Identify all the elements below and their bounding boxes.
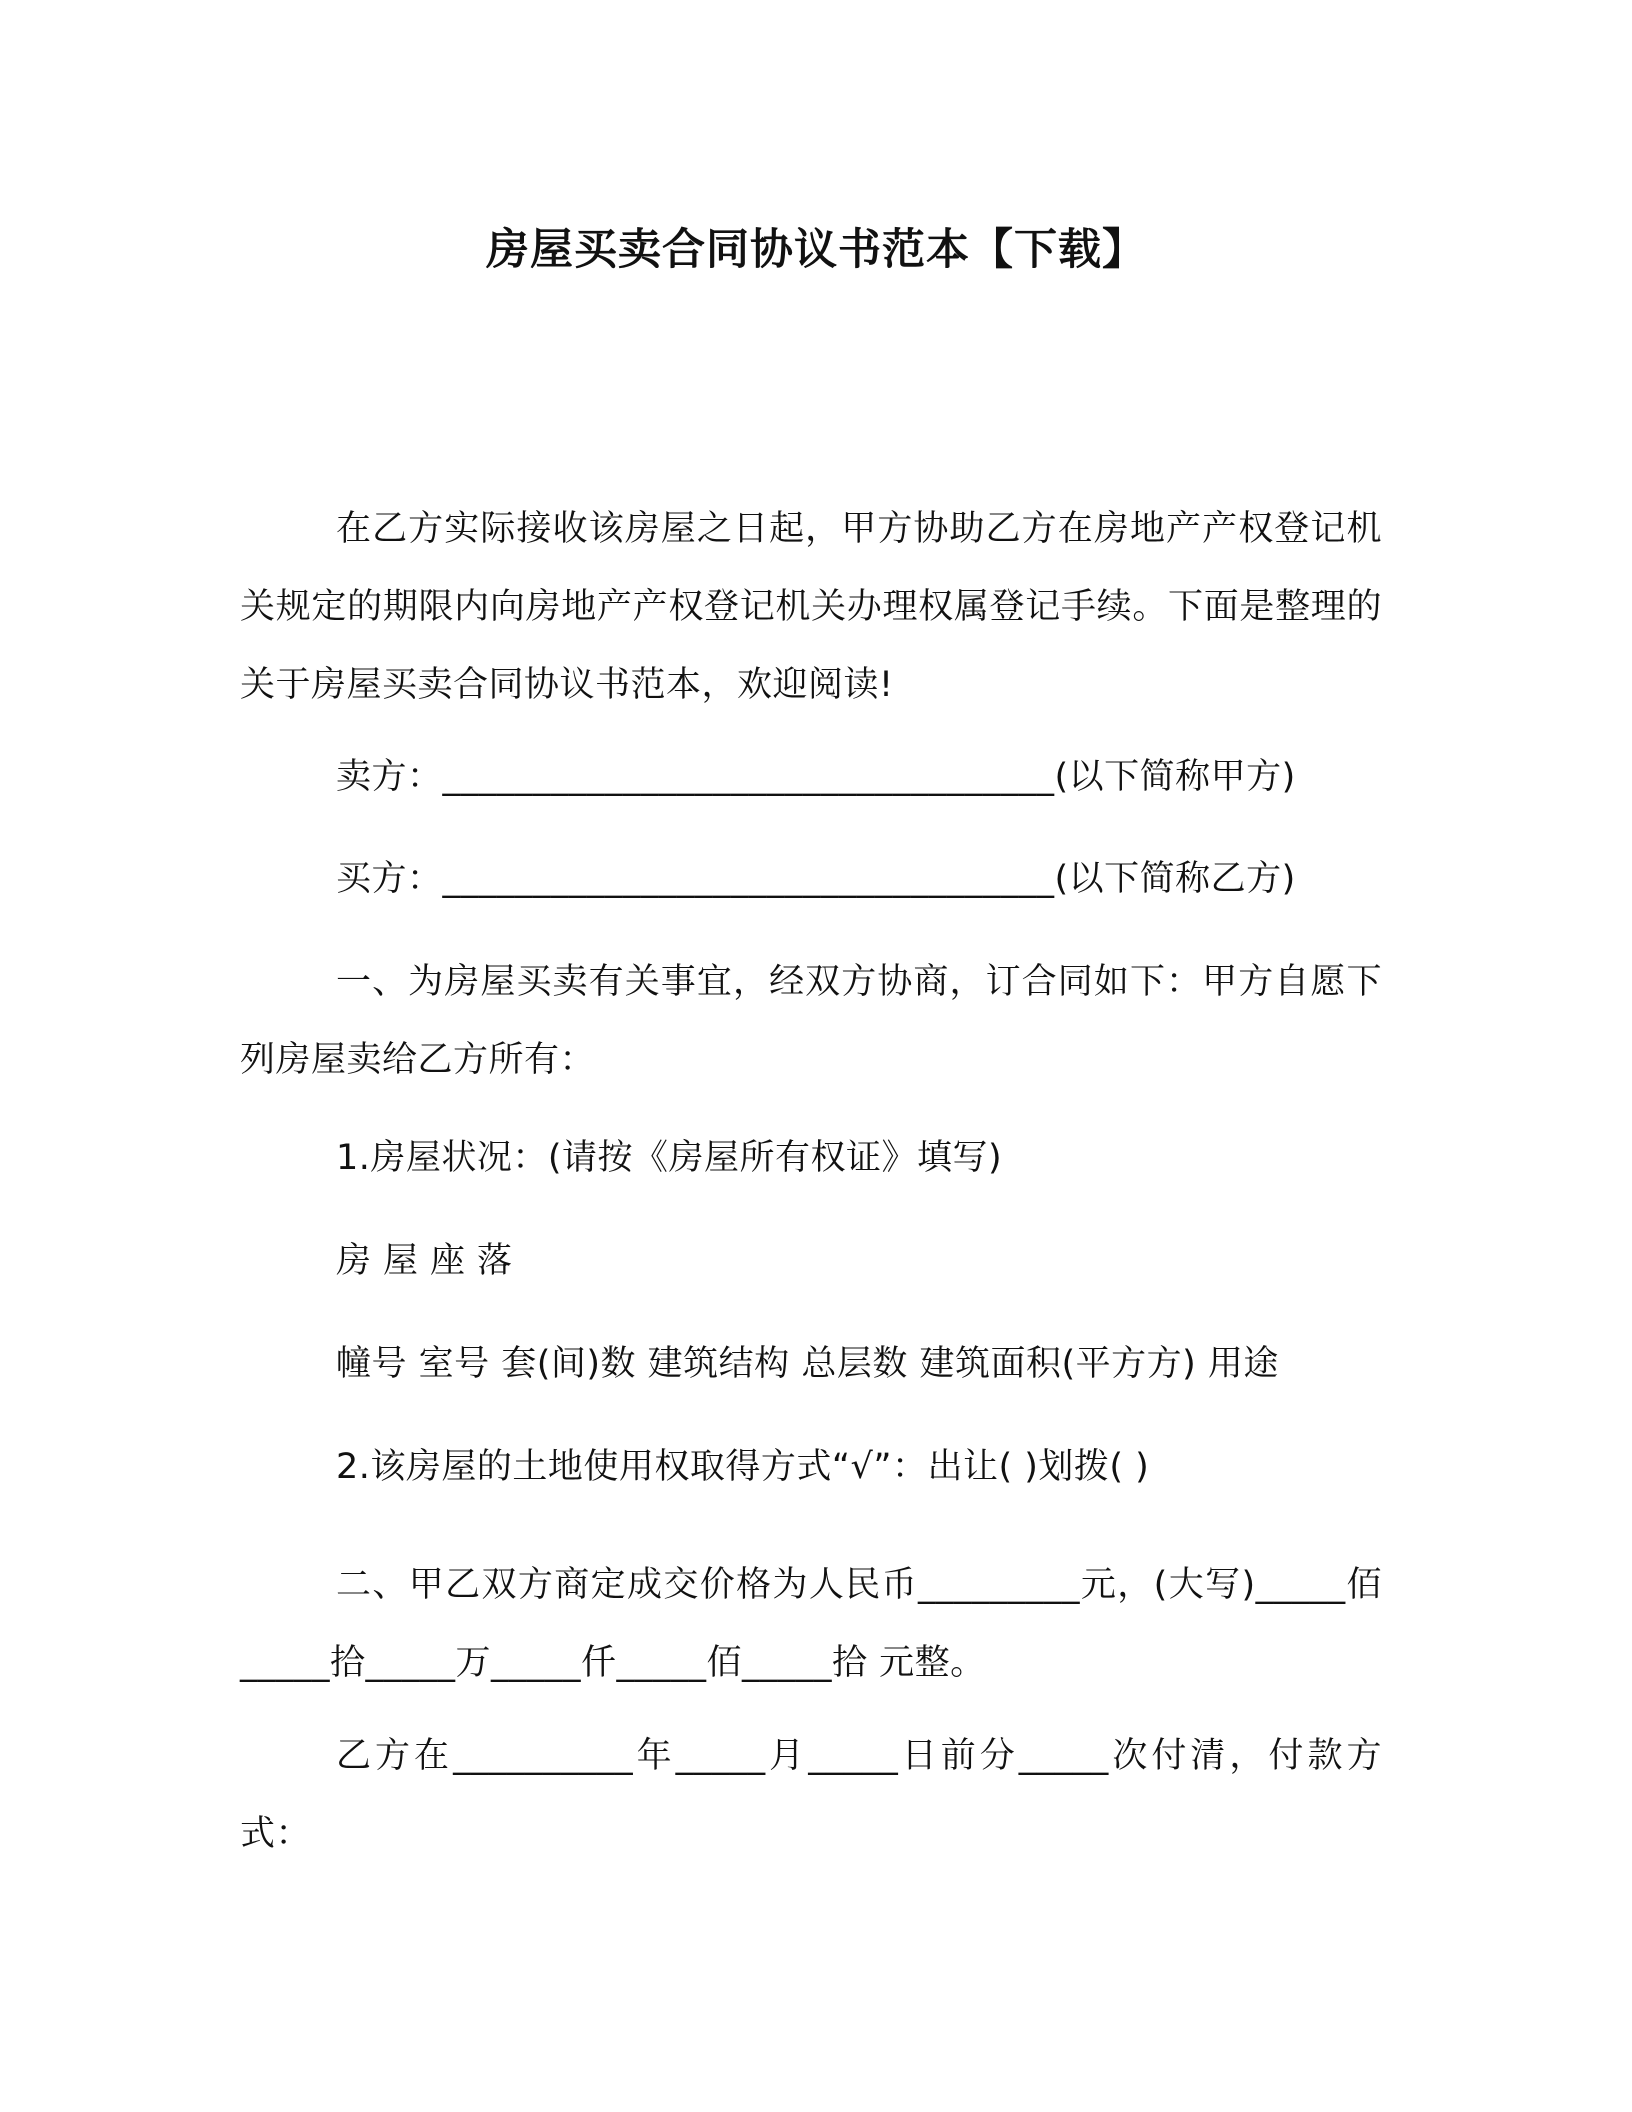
seller-line: 卖方：__________________________________(以下简称甲方) (336, 757, 1296, 797)
payment-paragraph: 乙方在__________年_____月_____日前分_____次付清，付款方式： (240, 1736, 1382, 1854)
intro-paragraph: 在乙方实际接收该房屋之日起，甲方协助乙方在房地产产权登记机关规定的期限内向房地产产权登记机关办理权属登记手续。下面是整理的关于房屋买卖合同协议书范本，欢迎阅读! (240, 509, 1382, 705)
house-fields-line: 幢号 室号 套(间)数 建筑结构 总层数 建筑面积(平方方) 用途 (336, 1344, 1279, 1384)
document-title: 房屋买卖合同协议书范本【下载】 (486, 225, 1146, 275)
buyer-line: 买方：__________________________________(以下简称乙方) (336, 859, 1296, 899)
land-use-item: 2.该房屋的土地使用权取得方式“√”：出让( )划拨( ) (336, 1447, 1150, 1487)
house-status-item: 1.房屋状况：(请按《房屋所有权证》填写) (336, 1138, 1003, 1178)
house-location-label: 房屋座落 (336, 1241, 525, 1281)
section-two-paragraph: 二、甲乙双方商定成交价格为人民币_________元，(大写)_____佰_____拾_____万_____仟_____佰_____拾 元整。 (240, 1565, 1382, 1683)
section-one-paragraph: 一、为房屋买卖有关事宜，经双方协商，订合同如下：甲方自愿下列房屋卖给乙方所有： (240, 962, 1382, 1080)
